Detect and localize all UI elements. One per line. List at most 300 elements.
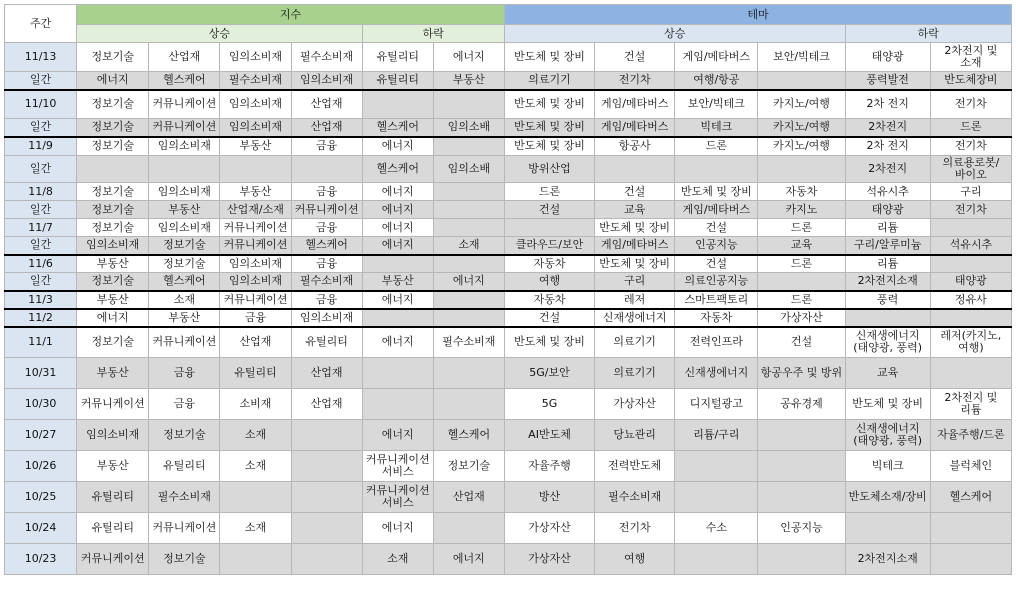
theme-down-header: 하락 [845, 25, 1011, 43]
index-cell: 에너지 [362, 327, 433, 358]
index-cell [433, 201, 504, 219]
index-cell: 부동산 [220, 183, 291, 201]
theme-cell: 전기차 [930, 90, 1011, 119]
table-row [5, 327, 1012, 358]
theme-cell: 여행 [504, 273, 594, 291]
theme-cell: 게임/메타버스 [675, 43, 758, 72]
index-cell: 산업재/소재 [220, 201, 291, 219]
index-cell: 임의소비재 [220, 273, 291, 291]
theme-cell: 구리 [595, 273, 675, 291]
index-cell: 커뮤니케이션 [220, 291, 291, 309]
index-cell: 에너지 [433, 43, 504, 72]
theme-cell: 클라우드/보안 [504, 237, 594, 255]
index-cell [433, 137, 504, 156]
index-cell: 소비재 [220, 389, 291, 420]
theme-cell: 드론 [758, 291, 845, 309]
index-cell: 커뮤니케이션 [77, 544, 149, 575]
theme-cell: 2차전지 [845, 156, 930, 183]
index-cell: 에너지 [77, 309, 149, 327]
theme-cell: 드론 [675, 137, 758, 156]
theme-cell: 전력인프라 [675, 327, 758, 358]
index-cell: 임의소비재 [220, 43, 291, 72]
header-row-category [5, 5, 1012, 25]
index-cell: 정보기술 [149, 544, 220, 575]
theme-cell [675, 482, 758, 513]
index-cell: 부동산 [220, 137, 291, 156]
index-cell [220, 544, 291, 575]
index-cell: 임의소비재 [220, 255, 291, 273]
theme-cell: 항공사 [595, 137, 675, 156]
row-date-label: 11/13 [5, 43, 77, 72]
theme-cell: 레저(카지노, 여행) [930, 327, 1011, 358]
theme-cell: 자동차 [504, 291, 594, 309]
index-cell [433, 291, 504, 309]
theme-cell: 카지노 [758, 201, 845, 219]
theme-cell: 태양광 [845, 201, 930, 219]
index-cell [433, 255, 504, 273]
theme-cell: 인공지능 [675, 237, 758, 255]
theme-cell: 여행/항공 [675, 72, 758, 90]
theme-cell: 건설 [504, 201, 594, 219]
table-row [5, 137, 1012, 156]
theme-cell [758, 72, 845, 90]
index-cell: 정보기술 [77, 43, 149, 72]
theme-cell: 전기차 [930, 137, 1011, 156]
theme-cell: 반도체 및 장비 [595, 219, 675, 237]
index-cell: 임의소배 [433, 119, 504, 137]
theme-cell: 건설 [595, 43, 675, 72]
index-cell: 금융 [149, 389, 220, 420]
theme-cell: 방산 [504, 482, 594, 513]
index-cell: 에너지 [433, 544, 504, 575]
theme-cell: 리튬/구리 [675, 420, 758, 451]
index-cell: 헬스케어 [291, 237, 362, 255]
index-cell: 금융 [220, 309, 291, 327]
table-body [5, 5, 1012, 575]
index-cell [433, 513, 504, 544]
row-date-label: 11/6 [5, 255, 77, 273]
theme-cell: 반도체 및 장비 [504, 119, 594, 137]
index-cell: 산업재 [291, 389, 362, 420]
table-row [5, 237, 1012, 255]
index-cell: 유틸리티 [220, 358, 291, 389]
theme-cell: 전력반도체 [595, 451, 675, 482]
index-cell: 커뮤니케이션 [291, 201, 362, 219]
theme-cell: 자동차 [675, 309, 758, 327]
theme-cell [758, 544, 845, 575]
index-cell [291, 482, 362, 513]
theme-cell [930, 358, 1011, 389]
theme-cell: 2차전지소재 [845, 273, 930, 291]
theme-cell: 2차전지 및 리튬 [930, 389, 1011, 420]
theme-cell: 건설 [595, 183, 675, 201]
row-date-label: 10/23 [5, 544, 77, 575]
index-cell: 유틸리티 [362, 43, 433, 72]
theme-cell: 교육 [845, 358, 930, 389]
index-cell: 정보기술 [149, 255, 220, 273]
theme-cell [504, 219, 594, 237]
sector-theme-table [4, 4, 1012, 575]
theme-cell [675, 451, 758, 482]
theme-cell: 반도체 및 장비 [845, 389, 930, 420]
index-cell: 부동산 [77, 291, 149, 309]
table-row [5, 156, 1012, 183]
row-date-label: 11/3 [5, 291, 77, 309]
index-cell: 임의소비재 [77, 420, 149, 451]
row-date-label: 11/7 [5, 219, 77, 237]
theme-cell: 풍력 [845, 291, 930, 309]
theme-cell [930, 544, 1011, 575]
index-cell: 임의소비재 [220, 90, 291, 119]
index-cell: 커뮤니케이션 [149, 513, 220, 544]
table-row [5, 513, 1012, 544]
index-cell [291, 451, 362, 482]
index-cell: 정보기술 [77, 273, 149, 291]
index-cell: 필수소비재 [291, 273, 362, 291]
theme-cell: 신재생에너지 (태양광, 풍력) [845, 327, 930, 358]
theme-cell: 의료기기 [504, 72, 594, 90]
index-cell [433, 309, 504, 327]
week-header: 주간 [5, 5, 77, 43]
row-date-label: 일간 [5, 72, 77, 90]
theme-cell: 보안/빅테크 [675, 90, 758, 119]
index-cell: 금융 [291, 137, 362, 156]
index-cell: 부동산 [77, 451, 149, 482]
theme-cell: 의료기기 [595, 327, 675, 358]
table-row [5, 420, 1012, 451]
row-date-label: 11/2 [5, 309, 77, 327]
theme-cell: 자동차 [758, 183, 845, 201]
index-cell: 임의소비재 [291, 309, 362, 327]
index-cell: 소재 [220, 451, 291, 482]
table-row [5, 273, 1012, 291]
theme-cell: 리튬 [845, 255, 930, 273]
theme-cell: 신재생에너지 (태양광, 풍력) [845, 420, 930, 451]
row-date-label: 일간 [5, 237, 77, 255]
theme-cell: 구리/알루미늄 [845, 237, 930, 255]
theme-cell: 2차전지 [845, 119, 930, 137]
index-cell [77, 156, 149, 183]
index-cell: 산업재 [291, 119, 362, 137]
table-row [5, 389, 1012, 420]
theme-cell: 빅테크 [845, 451, 930, 482]
index-cell: 에너지 [77, 72, 149, 90]
theme-cell: 의료용로봇/바이오 [930, 156, 1011, 183]
index-cell: 커뮤니케이션 서비스 [362, 451, 433, 482]
index-cell: 임의소배 [433, 156, 504, 183]
index-cell: 산업재 [291, 90, 362, 119]
index-cell: 정보기술 [77, 327, 149, 358]
row-date-label: 10/27 [5, 420, 77, 451]
table-row [5, 309, 1012, 327]
index-cell: 산업재 [291, 358, 362, 389]
row-date-label: 11/9 [5, 137, 77, 156]
row-date-label: 10/24 [5, 513, 77, 544]
theme-cell: 리튬 [845, 219, 930, 237]
theme-cell: 반도체 및 장비 [504, 90, 594, 119]
theme-cell: 레저 [595, 291, 675, 309]
theme-cell: 2차전지 및 소재 [930, 43, 1011, 72]
row-date-label: 11/1 [5, 327, 77, 358]
index-cell [433, 219, 504, 237]
index-cell: 헬스케어 [362, 156, 433, 183]
index-cell [433, 358, 504, 389]
table-row [5, 90, 1012, 119]
theme-cell: 드론 [504, 183, 594, 201]
theme-cell: 5G/보안 [504, 358, 594, 389]
row-date-label: 11/10 [5, 90, 77, 119]
theme-cell: 정유사 [930, 291, 1011, 309]
index-cell: 정보기술 [77, 119, 149, 137]
row-date-label: 일간 [5, 119, 77, 137]
theme-cell: 5G [504, 389, 594, 420]
table-row [5, 119, 1012, 137]
index-cell: 헬스케어 [433, 420, 504, 451]
index-cell: 소재 [362, 544, 433, 575]
index-cell: 소재 [220, 420, 291, 451]
index-cell: 부동산 [433, 72, 504, 90]
index-cell: 에너지 [433, 273, 504, 291]
theme-cell: 카지노/여행 [758, 90, 845, 119]
theme-cell: 태양광 [845, 43, 930, 72]
theme-cell [758, 420, 845, 451]
theme-cell: 반도체장비 [930, 72, 1011, 90]
theme-cell: 드론 [758, 219, 845, 237]
theme-cell: 드론 [930, 119, 1011, 137]
table-row [5, 358, 1012, 389]
table-row [5, 201, 1012, 219]
theme-cell [675, 156, 758, 183]
index-cell: 유틸리티 [362, 72, 433, 90]
index-cell: 에너지 [362, 291, 433, 309]
index-cell: 소재 [220, 513, 291, 544]
theme-cell: 전기차 [595, 513, 675, 544]
theme-cell: 방위산업 [504, 156, 594, 183]
index-cell: 금융 [291, 219, 362, 237]
theme-cell [758, 156, 845, 183]
theme-cell: 카지노/여행 [758, 119, 845, 137]
row-date-label: 10/26 [5, 451, 77, 482]
theme-cell: 블럭체인 [930, 451, 1011, 482]
theme-cell: 디지털광고 [675, 389, 758, 420]
theme-cell: 수소 [675, 513, 758, 544]
theme-cell: 헬스케어 [930, 482, 1011, 513]
index-cell: 필수소비재 [149, 482, 220, 513]
index-cell: 헬스케어 [362, 119, 433, 137]
index-cell: 산업재 [149, 43, 220, 72]
index-cell: 커뮤니케이션 서비스 [362, 482, 433, 513]
row-date-label: 일간 [5, 201, 77, 219]
theme-cell: 자율주행/드론 [930, 420, 1011, 451]
index-cell: 정보기술 [149, 420, 220, 451]
table-row [5, 451, 1012, 482]
index-cell: 에너지 [362, 420, 433, 451]
theme-cell: AI반도체 [504, 420, 594, 451]
index-cell: 부동산 [149, 201, 220, 219]
index-cell [362, 90, 433, 119]
row-date-label: 11/8 [5, 183, 77, 201]
index-cell [220, 482, 291, 513]
theme-cell: 교육 [758, 237, 845, 255]
row-date-label: 10/31 [5, 358, 77, 389]
index-cell: 유틸리티 [77, 482, 149, 513]
index-cell: 소재 [433, 237, 504, 255]
index-cell: 에너지 [362, 137, 433, 156]
theme-cell: 드론 [758, 255, 845, 273]
theme-cell [930, 219, 1011, 237]
index-cell: 에너지 [362, 183, 433, 201]
index-cell [362, 309, 433, 327]
theme-cell: 2차전지소재 [845, 544, 930, 575]
index-cell: 임의소비재 [149, 137, 220, 156]
table-row [5, 544, 1012, 575]
index-cell: 금융 [291, 291, 362, 309]
theme-cell: 게임/메타버스 [675, 201, 758, 219]
theme-cell: 반도체 및 장비 [504, 43, 594, 72]
theme-cell: 게임/메타버스 [595, 237, 675, 255]
index-header: 지수 [77, 5, 505, 25]
index-cell: 커뮤니케이션 [220, 237, 291, 255]
index-cell: 금융 [291, 183, 362, 201]
theme-cell [930, 513, 1011, 544]
index-cell: 커뮤니케이션 [149, 119, 220, 137]
index-cell: 임의소비재 [149, 219, 220, 237]
index-cell [291, 156, 362, 183]
theme-cell [845, 309, 930, 327]
theme-cell: 풍력발전 [845, 72, 930, 90]
index-cell: 임의소비재 [220, 119, 291, 137]
theme-cell: 전기차 [595, 72, 675, 90]
index-cell: 에너지 [362, 513, 433, 544]
theme-cell: 2차 전지 [845, 137, 930, 156]
index-cell [362, 255, 433, 273]
index-cell: 임의소비재 [149, 183, 220, 201]
index-cell [433, 183, 504, 201]
index-cell [291, 420, 362, 451]
index-cell [220, 156, 291, 183]
theme-cell: 신재생에너지 [595, 309, 675, 327]
theme-cell: 자율주행 [504, 451, 594, 482]
theme-cell: 가상자산 [595, 389, 675, 420]
theme-cell: 석유시추 [845, 183, 930, 201]
index-cell: 부동산 [362, 273, 433, 291]
theme-cell: 가상자산 [504, 513, 594, 544]
index-cell: 정보기술 [77, 183, 149, 201]
index-up-header: 상승 [77, 25, 363, 43]
index-cell: 유틸리티 [77, 513, 149, 544]
theme-cell: 당뇨관리 [595, 420, 675, 451]
theme-cell [758, 482, 845, 513]
index-cell: 금융 [149, 358, 220, 389]
index-cell: 소재 [149, 291, 220, 309]
index-cell: 정보기술 [77, 137, 149, 156]
index-cell: 필수소비재 [433, 327, 504, 358]
header-row-direction [5, 25, 1012, 43]
index-cell: 커뮤니케이션 [149, 327, 220, 358]
theme-cell: 게임/메타버스 [595, 119, 675, 137]
row-date-label: 10/30 [5, 389, 77, 420]
theme-cell: 반도체 및 장비 [675, 183, 758, 201]
theme-cell: 전기차 [930, 201, 1011, 219]
theme-cell [845, 513, 930, 544]
index-cell: 헬스케어 [149, 72, 220, 90]
theme-cell: 건설 [675, 255, 758, 273]
index-cell [149, 156, 220, 183]
theme-cell: 게임/메타버스 [595, 90, 675, 119]
theme-cell: 의료기기 [595, 358, 675, 389]
theme-cell [758, 451, 845, 482]
index-cell [291, 544, 362, 575]
index-cell: 커뮤니케이션 [77, 389, 149, 420]
table-row [5, 72, 1012, 90]
row-date-label: 일간 [5, 273, 77, 291]
index-cell: 에너지 [362, 219, 433, 237]
theme-up-header: 상승 [504, 25, 845, 43]
index-cell [362, 358, 433, 389]
theme-cell: 공유경제 [758, 389, 845, 420]
theme-cell: 교육 [595, 201, 675, 219]
table-row [5, 482, 1012, 513]
index-cell [433, 90, 504, 119]
index-cell: 유틸리티 [291, 327, 362, 358]
index-cell: 유틸리티 [149, 451, 220, 482]
index-cell [362, 389, 433, 420]
index-cell [433, 389, 504, 420]
index-cell: 커뮤니케이션 [220, 219, 291, 237]
index-cell: 에너지 [362, 237, 433, 255]
theme-cell: 반도체 및 장비 [504, 327, 594, 358]
theme-cell [930, 309, 1011, 327]
theme-cell [675, 544, 758, 575]
theme-cell: 가상자산 [504, 544, 594, 575]
table-row [5, 291, 1012, 309]
theme-cell: 빅테크 [675, 119, 758, 137]
index-cell: 커뮤니케이션 [149, 90, 220, 119]
index-cell: 필수소비재 [220, 72, 291, 90]
theme-cell: 반도체 및 장비 [595, 255, 675, 273]
theme-cell: 태양광 [930, 273, 1011, 291]
theme-cell: 보안/빅테크 [758, 43, 845, 72]
theme-cell: 인공지능 [758, 513, 845, 544]
index-cell: 정보기술 [433, 451, 504, 482]
table-row [5, 219, 1012, 237]
index-cell: 필수소비재 [291, 43, 362, 72]
theme-cell: 반도체소재/장비 [845, 482, 930, 513]
index-cell: 금융 [291, 255, 362, 273]
theme-cell [930, 255, 1011, 273]
theme-cell: 의료인공지능 [675, 273, 758, 291]
index-cell: 임의소비재 [77, 237, 149, 255]
index-cell: 정보기술 [149, 237, 220, 255]
theme-cell: 가상자산 [758, 309, 845, 327]
theme-cell: 건설 [758, 327, 845, 358]
index-down-header: 하락 [362, 25, 504, 43]
index-cell [291, 513, 362, 544]
theme-cell: 카지노/여행 [758, 137, 845, 156]
row-date-label: 10/25 [5, 482, 77, 513]
index-cell: 산업재 [433, 482, 504, 513]
index-cell: 부동산 [149, 309, 220, 327]
index-cell: 임의소비재 [291, 72, 362, 90]
table-row [5, 255, 1012, 273]
theme-cell: 석유시추 [930, 237, 1011, 255]
index-cell: 에너지 [362, 201, 433, 219]
theme-cell: 항공우주 및 방위 [758, 358, 845, 389]
table-row [5, 43, 1012, 72]
theme-cell: 스마트팩토리 [675, 291, 758, 309]
index-cell: 정보기술 [77, 90, 149, 119]
table-row [5, 183, 1012, 201]
